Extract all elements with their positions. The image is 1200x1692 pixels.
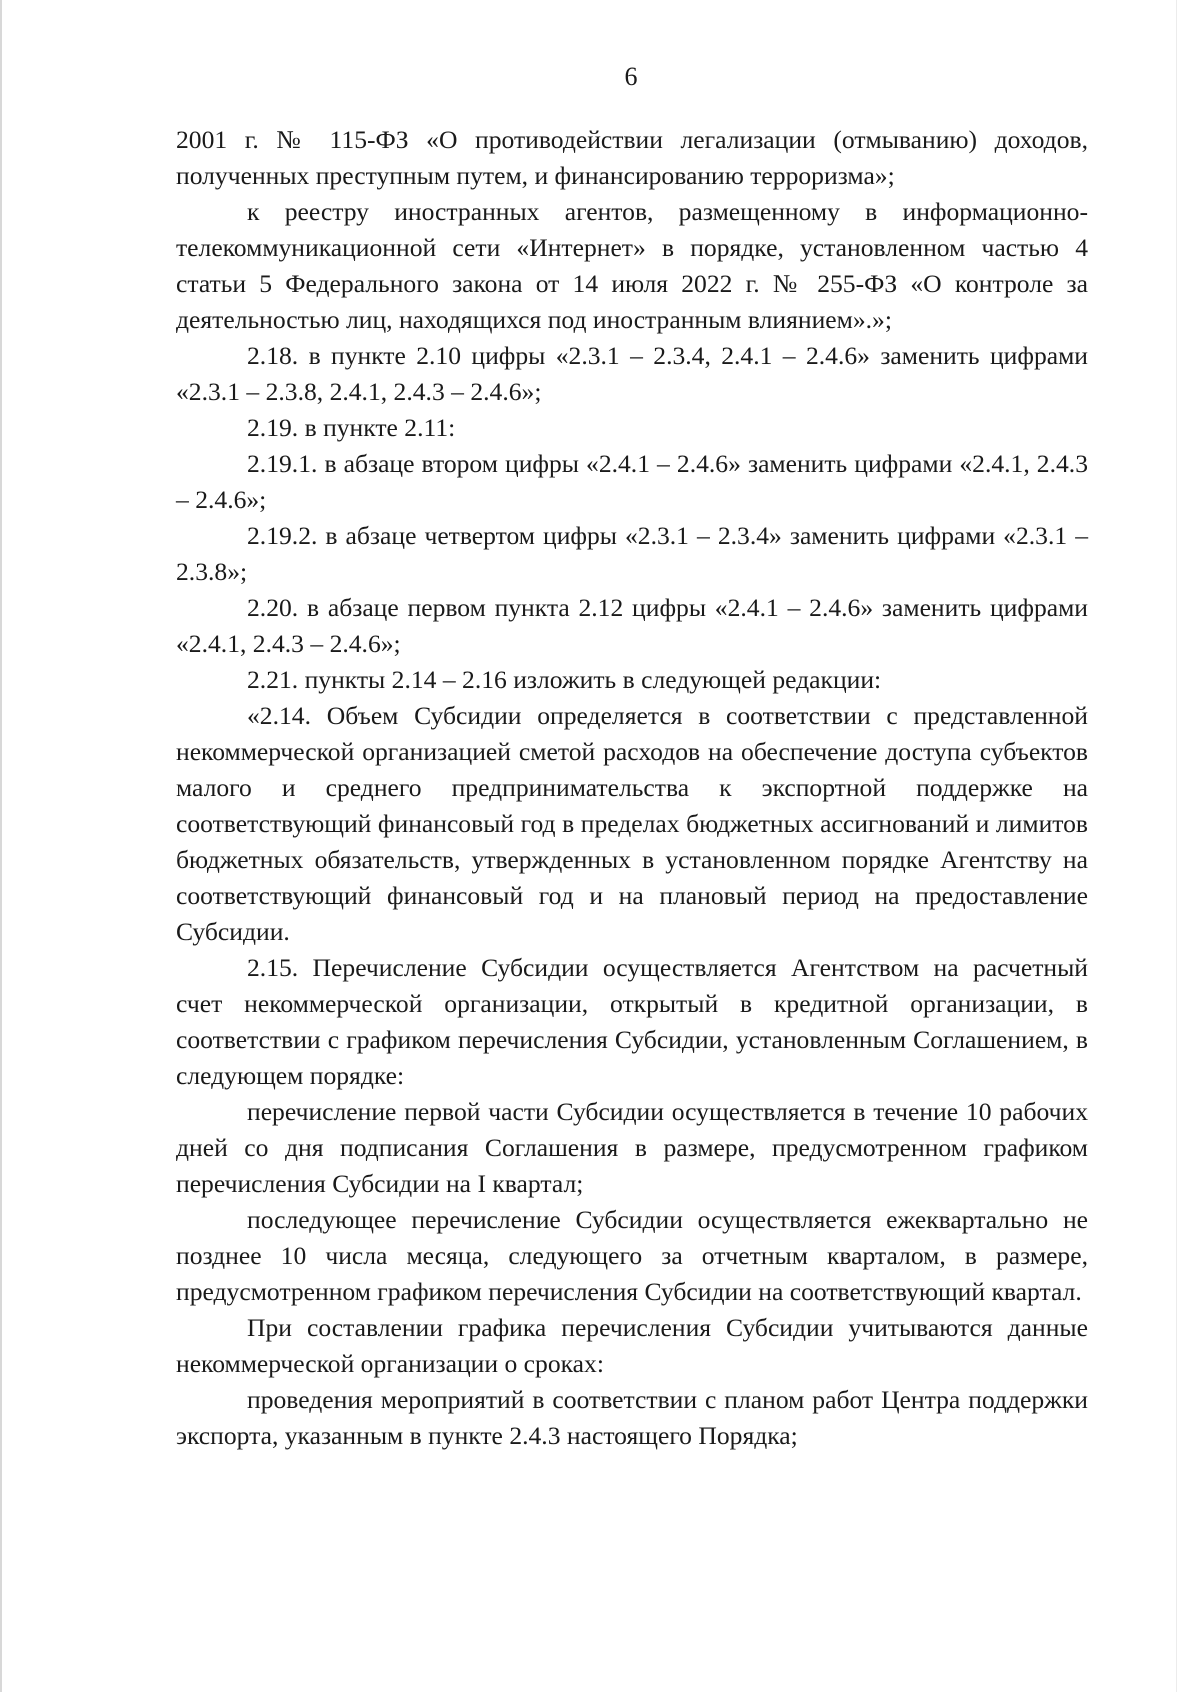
scan-edge [0, 0, 2, 1692]
paragraph-2-15: 2.15. Перечисление Субсидии осуществляется Агентством на расчетный счет некоммерческой организации, открытый в кредитной организации, в соответствии с графиком перечисления Субсидии, установленным Соглашением, в следующем порядке: [176, 953, 1088, 1090]
paragraph-continuation: 2001 г. № 115-ФЗ «О противодействии легализации (отмыванию) доходов, полученных преступным путем, и финансированию терроризма»; [176, 125, 1088, 190]
page-number: 6 [624, 62, 638, 91]
paragraph-events-plan: проведения мероприятий в соответствии с планом работ Центра поддержки экспорта, указанным в пункте 2.4.3 настоящего Порядка; [176, 1385, 1088, 1450]
paragraph-schedule-data: При составлении графика перечисления Субсидии учитываются данные некоммерческой организации о сроках: [176, 1313, 1088, 1378]
paragraph-2-19: 2.19. в пункте 2.11: [247, 413, 456, 442]
paragraph-2-21: 2.21. пункты 2.14 – 2.16 изложить в следующей редакции: [247, 665, 882, 694]
paragraph-2-14: «2.14. Объем Субсидии определяется в соответствии с представленной некоммерческой организацией сметой расходов на обеспечение доступа субъектов малого и среднего предпринимательства к экспортной поддержке на соответствующий финансовый год в пределах бюджетных ассигнований и лимитов бюджетных обязательств, утвержденных в установленном порядке Агентству на соответствующий финансовый год и на плановый период на предоставление Субсидии. [176, 701, 1088, 946]
paragraph-2-19-2: 2.19.2. в абзаце четвертом цифры «2.3.1 – 2.3.4» заменить цифрами «2.3.1 – 2.3.8»; [176, 521, 1088, 586]
paragraph-2-18: 2.18. в пункте 2.10 цифры «2.3.1 – 2.3.4, 2.4.1 – 2.4.6» заменить цифрами «2.3.1 – 2.3.8, 2.4.1, 2.4.3 – 2.4.6»; [176, 341, 1088, 406]
paragraph-subsequent-transfer: последующее перечисление Субсидии осуществляется ежеквартально не позднее 10 числа месяца, следующего за отчетным кварталом, в размере, предусмотренном графиком перечисления Субсидии на соответствующий квартал. [176, 1205, 1088, 1306]
scan-artifact-line [1176, 0, 1177, 1692]
paragraph-2-20: 2.20. в абзаце первом пункта 2.12 цифры «2.4.1 – 2.4.6» заменить цифрами «2.4.1, 2.4.3 – 2.4.6»; [176, 593, 1088, 658]
document-body [176, 122, 1088, 1454]
paragraph-foreign-agents-registry: к реестру иностранных агентов, размещенному в информационно-телекоммуникационной сети «Интернет» в порядке, установленном частью 4 статьи 5 Федерального закона от 14 июля 2022 г. № 255-ФЗ «О контроле за деятельностью лиц, находящихся под иностранным влиянием».»; [176, 197, 1088, 334]
paragraph-2-19-1: 2.19.1. в абзаце втором цифры «2.4.1 – 2.4.6» заменить цифрами «2.4.1, 2.4.3 – 2.4.6»; [176, 449, 1088, 514]
paragraph-first-transfer: перечисление первой части Субсидии осуществляется в течение 10 рабочих дней со дня подписания Соглашения в размере, предусмотренном графиком перечисления Субсидии на I квартал; [176, 1097, 1088, 1198]
